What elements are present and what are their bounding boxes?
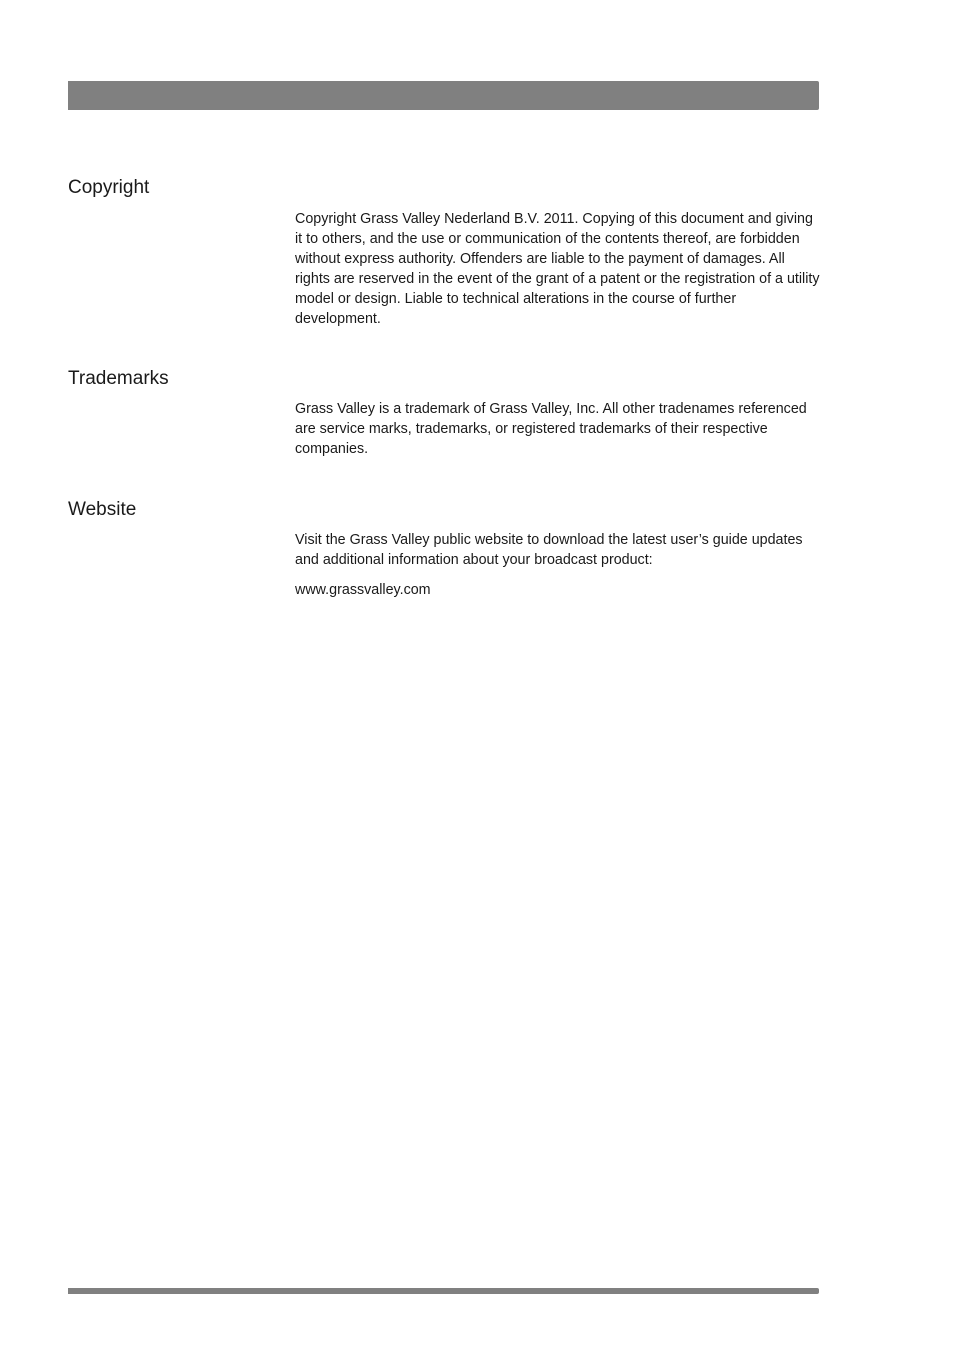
website-heading: Website — [68, 499, 137, 520]
copyright-section-body — [295, 209, 820, 329]
website-url: www.grassvalley.com — [295, 582, 431, 598]
website-section-body — [295, 530, 820, 600]
copyright-text: Copyright Grass Valley Nederland B.V. 2011. Copying of this document and giving it to others, and the use or communication of the contents thereof, are forbidden without express authority. Offenders are liable to the payment of damages. All rights are reserved in the event of the grant of a patent or the registration of a utility model or design. Liable to technical alterations in the course of further development. — [295, 211, 820, 327]
trademarks-text: Grass Valley is a trademark of Grass Valley, Inc. All other tradenames referenced are service marks, trademarks, or registered trademarks of their respective companies. — [295, 401, 807, 457]
trademarks-section-body — [295, 399, 820, 459]
footer-bar — [68, 1288, 819, 1294]
trademarks-heading: Trademarks — [68, 368, 169, 389]
header-bar — [68, 81, 819, 110]
website-text: Visit the Grass Valley public website to download the latest user’s guide updates and additional information about your broadcast product: — [295, 532, 803, 568]
copyright-heading: Copyright — [68, 177, 150, 198]
